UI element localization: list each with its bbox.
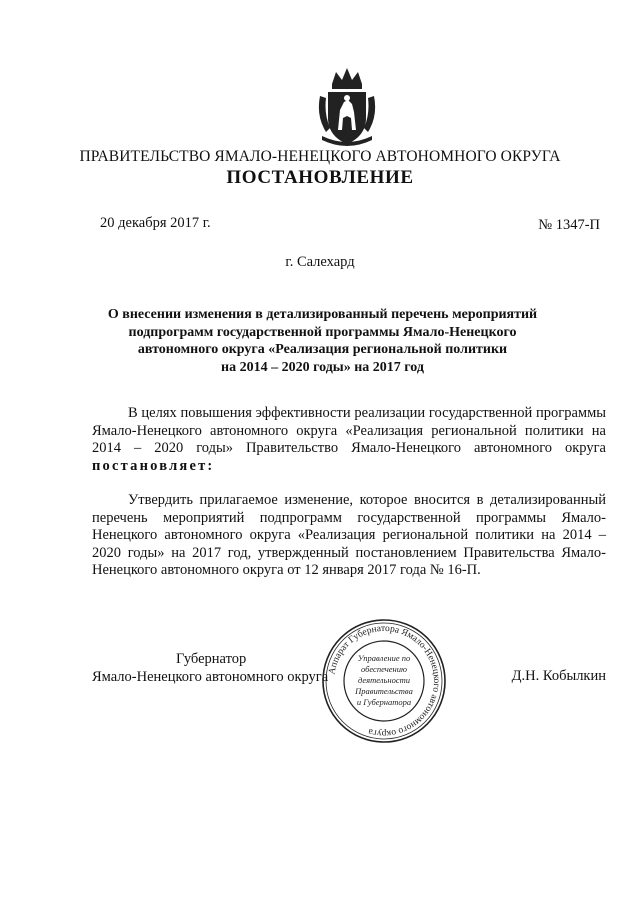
- signatory-position: Губернатор: [176, 651, 247, 667]
- preamble-text: В целях повышения эффективности реализации государственной программы Ямало-Ненецкого автономного округа «Реализация региональной политики на 2014 – 2020 годы» Правительство Ямало-Ненецкого автономного округа: [92, 405, 606, 456]
- stamp-center-line: Правительства: [355, 686, 413, 696]
- document-type: ПОСТАНОВЛЕНИЕ: [226, 167, 414, 188]
- heading-line: подпрограмм государственной программы Ямало-Ненецкого: [128, 324, 517, 340]
- stamp-ring-text: Аппарат Губернатора Ямало-Ненецкого автономного округа: [327, 623, 442, 739]
- stamp-center-line: и Губернатора: [356, 697, 412, 707]
- stamp-center-line: деятельности: [357, 675, 411, 685]
- heading-line: автономного округа «Реализация региональной политики: [137, 342, 508, 357]
- government-title: ПРАВИТЕЛЬСТВО ЯМАЛО-НЕНЕЦКОГО АВТОНОМНОГО ОКРУГА: [79, 148, 561, 165]
- document-number: № 1347-П: [538, 217, 600, 233]
- stamp-center-line: Управление по: [357, 653, 411, 663]
- signatory-name: Д.Н. Кобылкин: [511, 668, 606, 684]
- heading-line: О внесении изменения в детализированный перечень мероприятий: [107, 307, 538, 322]
- body-paragraph-preamble: [92, 405, 606, 475]
- coat-of-arms-icon: [314, 66, 380, 146]
- document-date: 20 декабря 2017 г.: [100, 215, 211, 231]
- body-paragraph-resolution: Утвердить прилагаемое изменение, которое вносится в детализированный перечень мероприятий подпрограмм государственной программы Ямало-Ненецкого автономного округа «Реализация региональной политики на 2014 – 2020 годы» на 2017 год, утвержденный постановлением Правительства Ямало-Ненецкого автономного округа от 12 января 2017 года № 16-П.: [92, 492, 606, 578]
- signatory-region: Ямало-Ненецкого автономного округа: [92, 669, 329, 685]
- document-city: г. Салехард: [285, 254, 355, 270]
- signatory-title: [92, 650, 332, 686]
- stamp-center-line: обеспечению: [360, 664, 408, 674]
- document-heading: [100, 306, 545, 376]
- resolves-word: постановляет:: [92, 457, 215, 474]
- official-stamp: [320, 617, 448, 745]
- heading-line: на 2014 – 2020 годы» на 2017 год: [221, 359, 424, 375]
